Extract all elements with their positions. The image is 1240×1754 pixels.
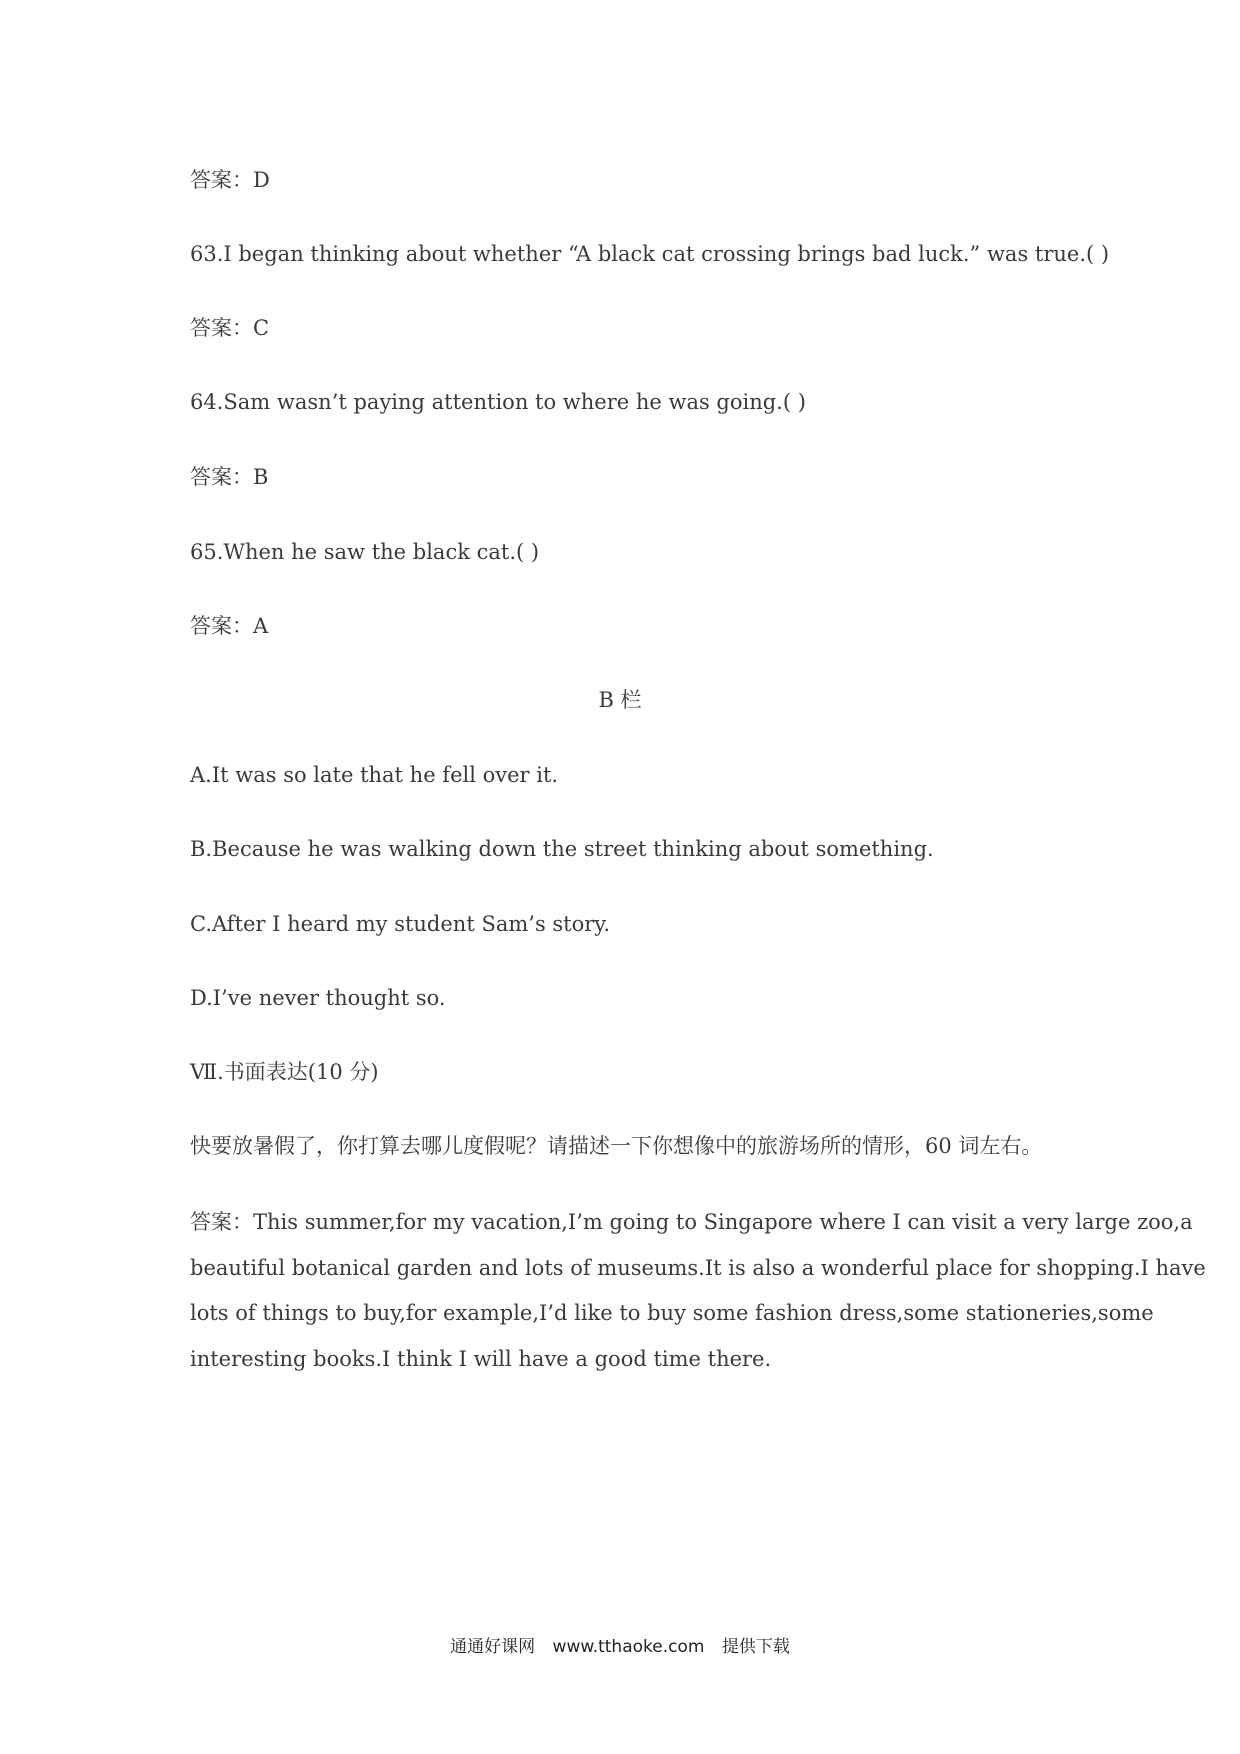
- option-a: A.It was so late that he fell over it.: [190, 763, 559, 787]
- writing-prompt: 快要放暑假了，你打算去哪儿度假呢？请描述一下你想像中的旅游场所的情形，60 词左右。: [190, 1134, 1043, 1158]
- question-64: 64.Sam wasn’t paying attention to where he was going.( ): [190, 390, 806, 414]
- section-7-heading: Ⅶ.书面表达(10 分): [190, 1060, 379, 1084]
- essay-line: 答案：This summer,for my vacation,I’m going to Singapore where I can visit a very large zoo,a: [190, 1210, 1193, 1234]
- question-63: 63.I began thinking about whether “A black cat crossing brings bad luck.” was true.( ): [190, 242, 1110, 266]
- option-d: D.I’ve never thought so.: [190, 986, 446, 1010]
- essay-line: interesting books.I think I will have a good time there.: [190, 1346, 772, 1371]
- footer-site-name: 通通好课网: [450, 1637, 536, 1657]
- footer-note: 提供下载: [721, 1637, 790, 1657]
- option-b: B.Because he was walking down the street thinking about something.: [190, 837, 934, 861]
- question-65: 65.When he saw the black cat.( ): [190, 540, 540, 564]
- footer-url: www.tthaoke.com: [552, 1637, 705, 1657]
- essay-line: lots of things to buy,for example,I’d like to buy some fashion dress,some stationeries,some: [190, 1301, 1154, 1325]
- answer-65: 答案：A: [190, 614, 269, 638]
- essay-line: beautiful botanical garden and lots of museums.It is also a wonderful place for shopping.I have: [190, 1255, 1206, 1280]
- answer-64: 答案：B: [190, 465, 269, 489]
- column-b-title: B 栏: [598, 688, 642, 712]
- answer-62: 答案：D: [190, 168, 270, 192]
- option-c: C.After I heard my student Sam’s story.: [190, 912, 611, 936]
- sample-essay: [190, 1200, 1206, 1382]
- answer-63: 答案：C: [190, 316, 270, 340]
- page-footer: [0, 1632, 1240, 1657]
